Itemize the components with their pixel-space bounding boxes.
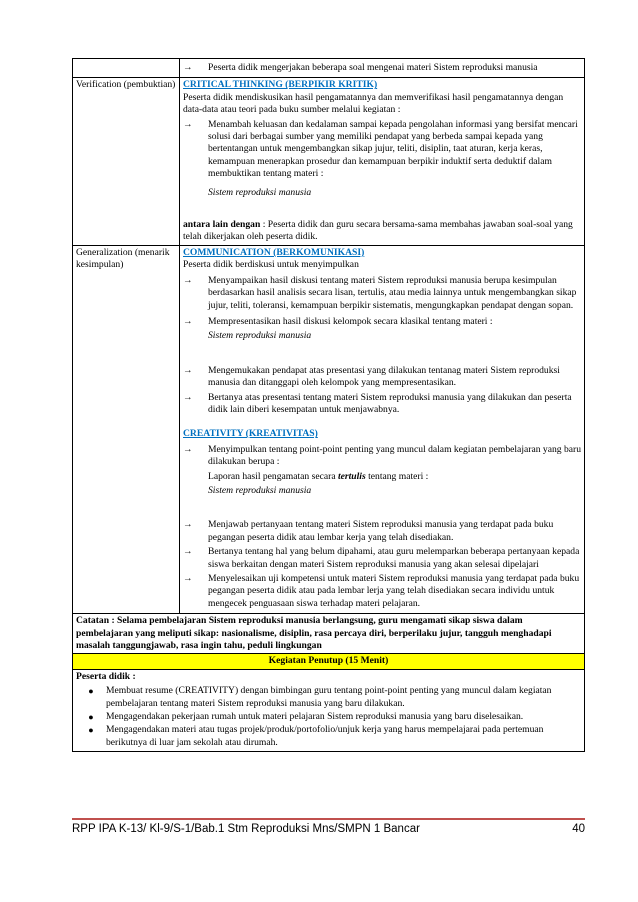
list-item-text: Mempresentasikan hasil diskusi kelompok secara klasikal tentang materi : (208, 315, 493, 327)
critical-thinking-heading: CRITICAL THINKING (BERPIKIR KRITIK) (183, 79, 378, 91)
arrow-icon: → (183, 546, 193, 558)
list-item (183, 119, 581, 181)
arrow-icon: → (183, 315, 193, 327)
page-number: 40 (572, 823, 585, 835)
arrow-icon: → (183, 519, 193, 531)
document-page (72, 58, 585, 752)
content-cell (180, 59, 585, 78)
empty-label-cell (73, 59, 180, 78)
closing-activity-cell (73, 669, 585, 751)
arrow-icon: → (183, 364, 193, 376)
footer-text: RPP IPA K-13/ Kl-9/S-1/Bab.1 Stm Reproduksi Mns/SMPN 1 Bancar (72, 823, 420, 835)
list-item-text: Bertanya atas presentasi tentang materi Sistem reproduksi manusia yang dilakukan dan peserta didik lain diberi kesempatan untuk menjawabnya. (208, 391, 572, 415)
table-row (73, 78, 585, 245)
list-item (183, 62, 581, 74)
closing-activity-title: Kegiatan Penutup (15 Menit) (73, 654, 585, 669)
table-row (73, 614, 585, 654)
bullet-icon: ● (88, 686, 94, 697)
list-item-text: Menjawab pertanyaan tentang materi Sistem reproduksi manusia yang terdapat pada buku pegangan peserta didik atau lembar kerja yang telah disediakan. (208, 519, 554, 543)
list-item-text: Menyampaikan hasil diskusi tentang materi Sistem reproduksi manusia berupa kesimpulan berdasarkan hasil analisis secara lisan, tertulis, atau media lainnya untuk mengembangkan sikap jujur, teliti, toleransi, kemampuan berpikir sistematis, mengungkapkan pendapat dengan sopan. (208, 274, 577, 311)
bullet-icon: ● (88, 712, 94, 723)
communication-heading: COMMUNICATION (BERKOMUNIKASI) (183, 246, 365, 258)
list-item-text: Mengagendakan materi atau tugas projek/produk/portofolio/unjuk kerja yang harus mempelajarai pada pertemuan berikutnya di luar jam sekolah atau dirumah. (106, 724, 544, 748)
page-footer (72, 818, 585, 835)
list-item (183, 275, 581, 312)
generalization-label: Generalization (menarik kesimpulan) (73, 245, 180, 613)
table-row (73, 669, 585, 751)
arrow-icon: → (183, 443, 193, 455)
list-item-text: Mengagendakan pekerjaan rumah untuk materi pelajaran Sistem reproduksi manusia yang baru diselesaikan. (106, 711, 524, 723)
content-cell (180, 245, 585, 613)
verification-label: Verification (pembuktian) (73, 78, 180, 245)
laporan-part: tentang materi : (365, 470, 429, 482)
verification-closing (183, 219, 581, 244)
closing-text: : Peserta didik dan guru secara bersama-sama membahas jawaban soal-soal yang telah dikerjakan oleh peserta didik. (183, 219, 573, 243)
topic-text: Sistem reproduksi manusia (208, 186, 312, 198)
list-item-text: Bertanya tentang hal yang belum dipahami, atau guru melemparkan beberapa pertanyaan kepada siswa berkaitan dengan materi Sistem reproduksi manusia yang akan selesai dipelajari (208, 546, 580, 570)
list-item (183, 365, 581, 390)
arrow-icon: → (183, 274, 193, 286)
content-cell (180, 78, 585, 245)
arrow-icon: → (183, 118, 193, 130)
generalization-intro: Peserta didik berdiskusi untuk menyimpulkan (183, 259, 359, 271)
list-item (76, 685, 581, 710)
arrow-icon: → (183, 391, 193, 403)
list-item-text: Mengemukakan pendapat atas presentasi yang dilakukan tentanag materi Sistem reproduksi manusia dan ditanggapi oleh kelompok yang mempresentasikan. (208, 364, 560, 389)
list-item (76, 724, 581, 749)
laporan-text (183, 471, 581, 483)
creativity-heading: CREATIVITY (KREATIVITAS) (183, 428, 318, 440)
list-item (183, 546, 581, 571)
lesson-plan-table (72, 58, 585, 752)
table-row (73, 245, 585, 613)
laporan-emphasis: tertulis (337, 470, 366, 482)
list-item (183, 444, 581, 469)
bullet-icon: ● (88, 725, 94, 736)
verification-intro: Peserta didik mendiskusikan hasil pengamatannya dan memverifikasi hasil pengamatannya dengan data-data atau teori pada buku sumber melalui kegiatan : (183, 91, 564, 116)
list-item (76, 711, 581, 723)
closing-list (76, 685, 581, 749)
topic-text: Sistem reproduksi manusia (208, 330, 312, 342)
list-item (183, 392, 581, 417)
list-item-text: Menambah keluasan dan kedalaman sampai kepada pengolahan informasi yang bersifat mencari solusi dari berbagai sumber yang memiliki pendapat yang berbeda sampai kepada yang bertentangan untuk mengembangkan sikap jujur, teliti, disiplin, taat aturan, kerja keras, kemampuan menerapkan prosedur dan kemampuan berpikir induktif serta deduktif dalam membuktikan tentang materi : (208, 118, 578, 180)
list-item-text: Menyelesaikan uji kompetensi untuk materi Sistem reproduksi manusia yang terdapat pada buku pegangan peserta didik atau pada lembar lerja yang telah disediakan secara individu untuk mengecek penguasaan siswa terhadap materi pelajaran. (208, 573, 580, 609)
list-item (183, 573, 581, 610)
list-item (183, 519, 581, 544)
topic-text: Sistem reproduksi manusia (208, 484, 312, 496)
list-item-text: Membuat resume (CREATIVITY) dengan bimbingan guru tentang point-point penting yang muncul dalam kegiatan pembelajaran tentang materi Sistem reproduksi manusia yang baru dilakukan. (106, 685, 552, 709)
arrow-icon: → (183, 62, 193, 73)
arrow-icon: → (183, 573, 193, 584)
table-row (73, 654, 585, 669)
list-item-text: Menyimpulkan tentang point-point penting yang muncul dalam kegiatan pembelajaran yang baru dilakukan berupa : (208, 443, 581, 468)
list-item-text: Peserta didik mengerjakan beberapa soal mengenai materi Sistem reproduksi manusia (208, 62, 538, 73)
table-row (73, 59, 585, 78)
closing-subtitle: Peserta didik : (76, 670, 136, 682)
list-item (183, 316, 581, 328)
teacher-note: Catatan : Selama pembelajaran Sistem reproduksi manusia berlangsung, guru mengamati sikap siswa dalam pembelajaran yang meliputi sikap: nasionalisme, disiplin, rasa percaya diri, berperilaku jujur, tangguh menghadapi masalah tanggungjawab, rasa ingin tahu, peduli lingkungan (73, 614, 585, 654)
laporan-part: Laporan hasil pengamatan secara (208, 470, 338, 482)
closing-bold: antara lain dengan (183, 219, 261, 231)
